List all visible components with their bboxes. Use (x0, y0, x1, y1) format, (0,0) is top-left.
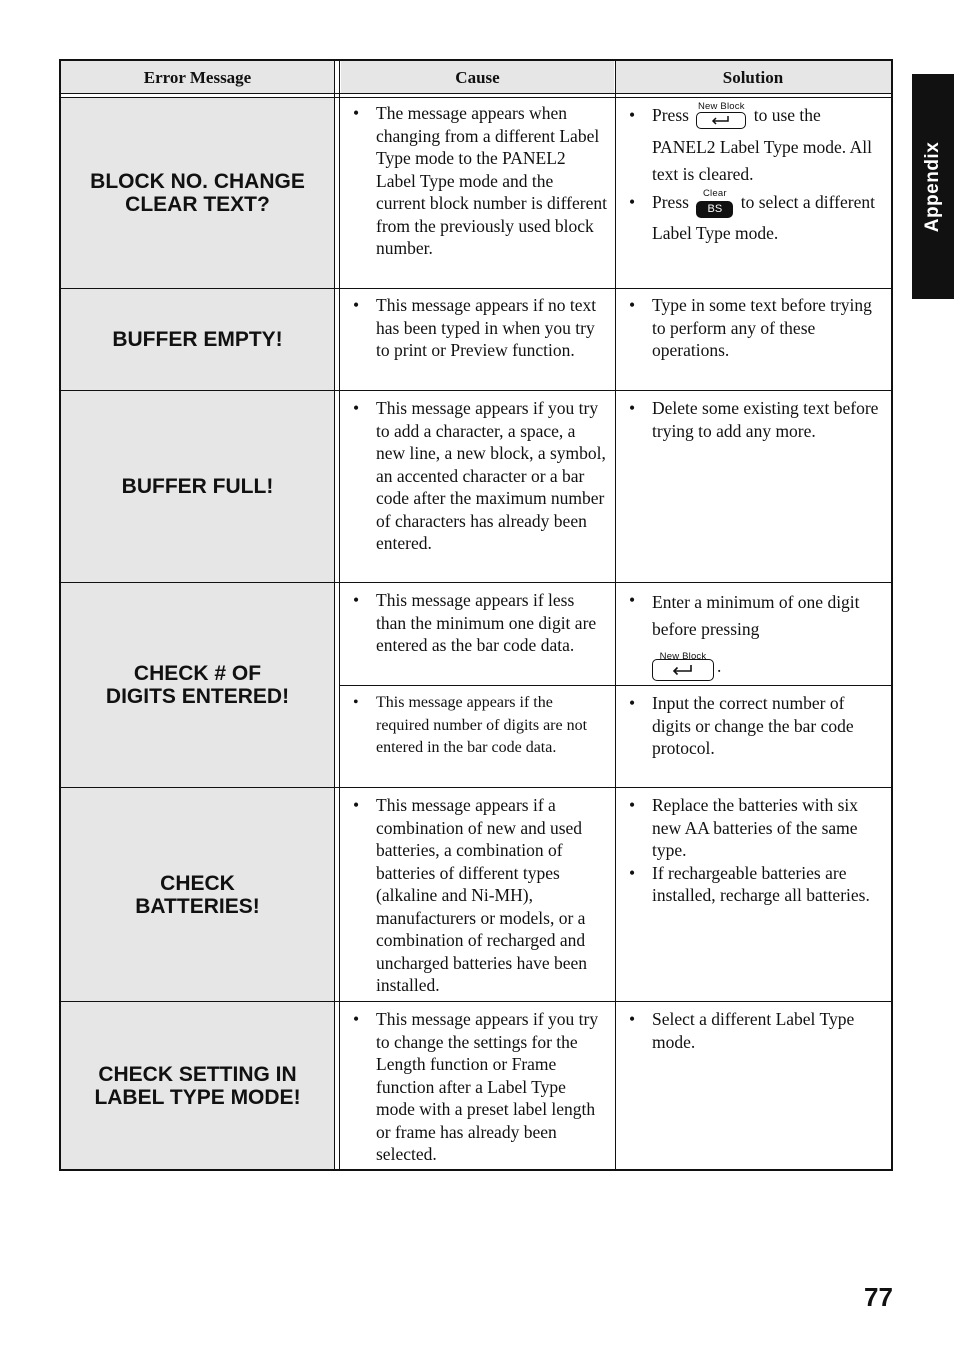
list-item: • This message appears if less than the minimum one digit are entered as the bar code data. (348, 589, 607, 657)
page-number: 77 (864, 1282, 893, 1312)
row-rule-sub (339, 685, 891, 686)
cause-cell (340, 689, 615, 760)
cause-cell (340, 586, 615, 657)
solution-cell (616, 689, 891, 760)
key-label: New Block (697, 101, 745, 112)
list-item (624, 589, 883, 682)
list-item: • This message appears if a combination of new and used batteries, a combination of batteries of different types (alkaline and Ni-MH), manufacturers or models, or a combination of recharged and uncharged batteries have been installed. (348, 794, 607, 997)
row-rule (61, 390, 891, 391)
col-divider-1a (334, 61, 335, 1169)
solution-cell (616, 586, 891, 682)
row-rule (61, 787, 891, 788)
header-cause: Cause (341, 61, 614, 94)
key-cap: BS (696, 201, 733, 218)
new-block-key-icon (652, 651, 714, 682)
solution-text: to select a different Label Type mode. (652, 191, 875, 243)
solution-text: Press (652, 105, 689, 125)
error-block-no-change: BLOCK NO. CHANGE CLEAR TEXT? (61, 98, 334, 288)
solution-cell (616, 291, 891, 362)
list-item: • This message appears if you try to change the settings for the Length function or Frame function after a Label Type mode with a preset label length or frame has already been selected. (348, 1008, 607, 1166)
error-check-setting: CHECK SETTING IN LABEL TYPE MODE! (61, 1002, 334, 1169)
solution-text: . (717, 656, 722, 676)
header-error-message: Error Message (61, 61, 334, 94)
row-rule (61, 288, 891, 289)
list-item: • Delete some existing text before trying to add any more. (624, 397, 883, 442)
cause-cell (340, 291, 615, 362)
error-buffer-full: BUFFER FULL! (61, 391, 334, 582)
appendix-tab (912, 74, 954, 299)
solution-text: to use the PANEL2 Label Type mode. All text is cleared. (652, 105, 872, 184)
solution-cell (616, 394, 891, 442)
row-rule (61, 1001, 891, 1002)
list-item: • Select a different Label Type mode. (624, 1008, 883, 1053)
cause-cell (340, 1005, 615, 1166)
key-label: Clear (702, 187, 727, 199)
list-item: • This message appears if the required number of digits are not entered in the bar code data. (348, 692, 607, 760)
list-item: • Input the correct number of digits or change the bar code protocol. (624, 692, 883, 760)
appendix-tab-label: Appendix (922, 141, 943, 232)
list-item: • Replace the batteries with six new AA batteries of the same type. (624, 794, 883, 862)
error-buffer-empty: BUFFER EMPTY! (61, 289, 334, 390)
solution-text: • Enter a minimum of one digit before pressing (652, 592, 860, 639)
solution-text: Press (652, 191, 689, 212)
key-label: New Block (659, 651, 707, 662)
list-item: • This message appears if you try to add a character, a space, a new line, a new block, a symbol, an accented character or a bar code after the maximum number of characters has already been entered. (348, 397, 607, 555)
list-item: • This message appears if no text has been typed in when you try to print or Preview function. (348, 294, 607, 362)
row-rule (61, 582, 891, 583)
header-solution: Solution (615, 61, 891, 94)
error-check-digits: CHECK # OF DIGITS ENTERED! (61, 583, 334, 787)
bs-key-icon (696, 187, 733, 221)
list-item (624, 102, 883, 189)
solution-cell (616, 1005, 891, 1053)
list-item: • Type in some text before trying to perform any of these operations. (624, 294, 883, 362)
cause-cell (340, 99, 615, 260)
solution-cell (616, 99, 891, 248)
error-message-table (59, 59, 893, 1171)
list-item: • The message appears when changing from a different Label Type mode to the PANEL2 Label Type mode and the current block number is different from the previously used block number. (348, 102, 607, 260)
header-rule-top (61, 93, 891, 94)
cause-cell (340, 394, 615, 555)
cause-cell (340, 791, 615, 997)
new-block-key-icon (696, 101, 746, 134)
list-item: • If rechargeable batteries are installed, recharge all batteries. (624, 862, 883, 907)
list-item (624, 189, 883, 248)
solution-cell (616, 791, 891, 907)
error-check-batteries: CHECK BATTERIES! (61, 788, 334, 1001)
